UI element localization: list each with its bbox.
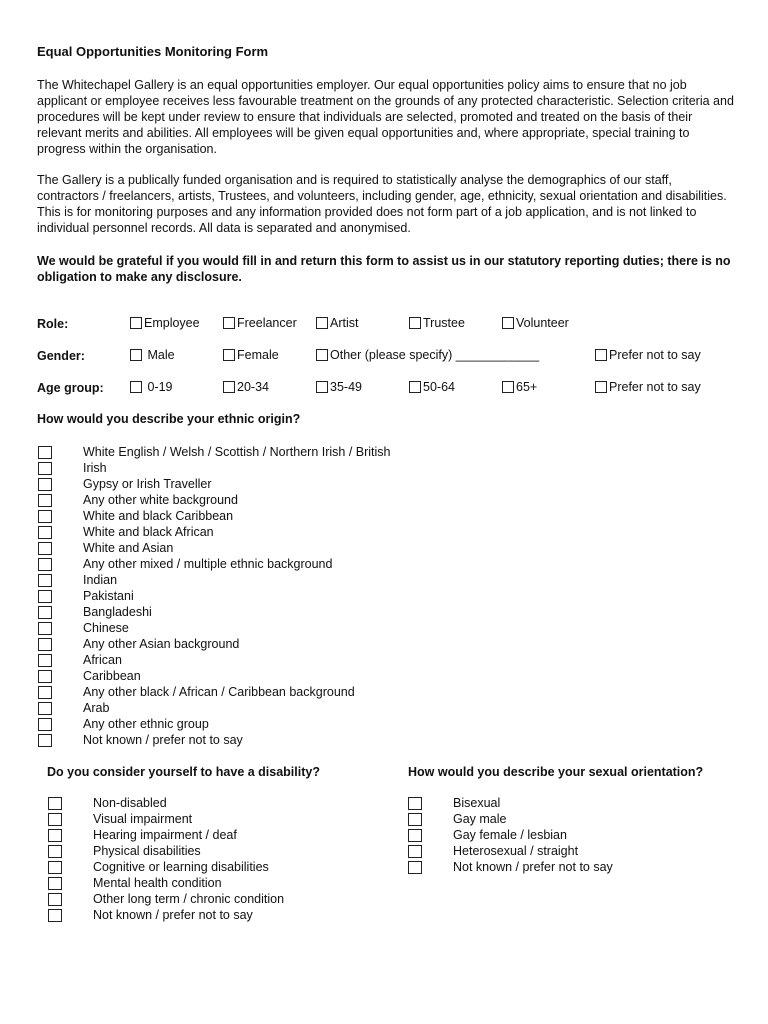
list-item[interactable]: Gypsy or Irish Traveller [38,476,391,492]
disability-checkbox[interactable] [48,893,62,906]
list-item[interactable]: Bisexual [408,795,613,811]
list-item[interactable]: Any other Asian background [38,636,391,652]
ethnic-checkbox[interactable] [38,638,52,651]
list-item[interactable]: Caribbean [38,668,391,684]
list-item[interactable]: Irish [38,460,391,476]
gender-female-checkbox[interactable] [223,349,235,361]
disability-checkbox[interactable] [48,797,62,810]
ethnic-checkbox[interactable] [38,718,52,731]
disability-question: Do you consider yourself to have a disability? [47,765,320,779]
orientation-checkbox[interactable] [408,861,422,874]
list-item[interactable]: Bangladeshi [38,604,391,620]
list-item[interactable]: White and black Caribbean [38,508,391,524]
role-artist-checkbox[interactable] [316,317,328,329]
list-item[interactable]: African [38,652,391,668]
age-option-20-34[interactable]: 20-34 [223,380,269,394]
list-item[interactable]: Not known / prefer not to say [408,859,613,875]
disability-checkbox[interactable] [48,813,62,826]
list-item[interactable]: Gay female / lesbian [408,827,613,843]
orientation-checkbox[interactable] [408,813,422,826]
role-option-volunteer[interactable]: Volunteer [502,316,569,330]
disability-checkbox[interactable] [48,877,62,890]
age-option-65-plus[interactable]: 65+ [502,380,537,394]
age-option-prefer-not-to-say[interactable]: Prefer not to say [595,380,701,394]
age-20-34-checkbox[interactable] [223,381,235,393]
list-item[interactable]: Cognitive or learning disabilities [48,859,284,875]
list-item[interactable]: White and Asian [38,540,391,556]
list-item[interactable]: Not known / prefer not to say [48,907,284,923]
ethnic-checkbox[interactable] [38,446,52,459]
disability-checkbox[interactable] [48,829,62,842]
orientation-checkbox[interactable] [408,829,422,842]
ethnic-origin-question: How would you describe your ethnic origin? [37,412,301,426]
ethnic-checkbox[interactable] [38,606,52,619]
role-label: Role: [37,317,69,331]
list-item[interactable]: Any other white background [38,492,391,508]
gender-prefer-not-checkbox[interactable] [595,349,607,361]
role-employee-checkbox[interactable] [130,317,142,329]
role-option-artist[interactable]: Artist [316,316,358,330]
list-item[interactable]: Non-disabled [48,795,284,811]
list-item[interactable]: Other long term / chronic condition [48,891,284,907]
intro-paragraph-monitoring: The Gallery is a publically funded organisation and is required to statistically analyse the demographics of our staff, contractors / freelancers, artists, Trustees, and volunteers, including gender, age, ethnicity, sexual orientation and disabilities. This is for monitoring purposes and any information provided does not form part of a job application, and is not linked to individual personnel records. All data is separated and anonymised. [37,173,727,235]
sexual-orientation-list [408,795,613,875]
age-option-0-19[interactable]: 0-19 [130,380,173,394]
list-item[interactable]: Heterosexual / straight [408,843,613,859]
ethnic-checkbox[interactable] [38,734,52,747]
age-option-35-49[interactable]: 35-49 [316,380,362,394]
role-option-employee[interactable]: Employee [130,316,200,330]
disability-list [48,795,284,923]
intro-paragraph-request: We would be grateful if you would fill in and return this form to assist us in our statutory reporting duties; there is no obligation to make any disclosure. [37,254,731,284]
list-item[interactable]: Pakistani [38,588,391,604]
ethnic-checkbox[interactable] [38,478,52,491]
ethnic-checkbox[interactable] [38,590,52,603]
list-item[interactable]: Mental health condition [48,875,284,891]
list-item[interactable]: White English / Welsh / Scottish / Northern Irish / British [38,444,391,460]
gender-option-other[interactable]: Other (please specify) ____________ [316,348,539,362]
age-prefer-not-checkbox[interactable] [595,381,607,393]
disability-checkbox[interactable] [48,861,62,874]
ethnic-checkbox[interactable] [38,526,52,539]
orientation-checkbox[interactable] [408,845,422,858]
age-group-label: Age group: [37,381,104,395]
gender-option-prefer-not-to-say[interactable]: Prefer not to say [595,348,701,362]
role-option-freelancer[interactable]: Freelancer [223,316,297,330]
ethnic-checkbox[interactable] [38,622,52,635]
intro-paragraph-equal-opportunities: The Whitechapel Gallery is an equal opportunities employer. Our equal opportunities policy aims to ensure that no job applicant or employee receives less favourable treatment on the grounds of any protected characteristic. Selection criteria and procedures will be kept under review to ensure that individuals are selected, promoted and treated on the basis of their relevant merits and abilities. All employees will be given equal opportunities and, where appropriate, special training to progress within the organisation. [37,78,734,156]
ethnic-checkbox[interactable] [38,670,52,683]
ethnic-checkbox[interactable] [38,686,52,699]
list-item[interactable]: Visual impairment [48,811,284,827]
list-item[interactable]: Indian [38,572,391,588]
gender-male-checkbox[interactable] [130,349,142,361]
form-title: Equal Opportunities Monitoring Form [37,44,269,59]
list-item[interactable]: Chinese [38,620,391,636]
disability-checkbox[interactable] [48,909,62,922]
ethnic-checkbox[interactable] [38,494,52,507]
role-volunteer-checkbox[interactable] [502,317,514,329]
list-item[interactable]: White and black African [38,524,391,540]
age-35-49-checkbox[interactable] [316,381,328,393]
ethnic-checkbox[interactable] [38,702,52,715]
age-option-50-64[interactable]: 50-64 [409,380,455,394]
list-item[interactable]: Hearing impairment / deaf [48,827,284,843]
age-50-64-checkbox[interactable] [409,381,421,393]
age-65-plus-checkbox[interactable] [502,381,514,393]
ethnic-checkbox[interactable] [38,574,52,587]
ethnic-checkbox[interactable] [38,654,52,667]
list-item[interactable]: Not known / prefer not to say [38,732,391,748]
list-item[interactable]: Any other black / African / Caribbean background [38,684,391,700]
list-item[interactable]: Arab [38,700,391,716]
role-freelancer-checkbox[interactable] [223,317,235,329]
ethnic-checkbox[interactable] [38,510,52,523]
list-item[interactable]: Any other ethnic group [38,716,391,732]
gender-option-female[interactable]: Female [223,348,279,362]
ethnic-checkbox[interactable] [38,462,52,475]
gender-other-checkbox[interactable] [316,349,328,361]
list-item[interactable]: Any other mixed / multiple ethnic background [38,556,391,572]
role-option-trustee[interactable]: Trustee [409,316,465,330]
ethnic-checkbox[interactable] [38,542,52,555]
list-item[interactable]: Gay male [408,811,613,827]
age-0-19-checkbox[interactable] [130,381,142,393]
ethnic-origin-list [38,444,391,748]
list-item[interactable]: Physical disabilities [48,843,284,859]
role-trustee-checkbox[interactable] [409,317,421,329]
disability-checkbox[interactable] [48,845,62,858]
orientation-checkbox[interactable] [408,797,422,810]
sexual-orientation-question: How would you describe your sexual orientation? [408,765,704,779]
gender-label: Gender: [37,349,85,363]
gender-option-male[interactable]: Male [130,348,175,362]
ethnic-checkbox[interactable] [38,558,52,571]
